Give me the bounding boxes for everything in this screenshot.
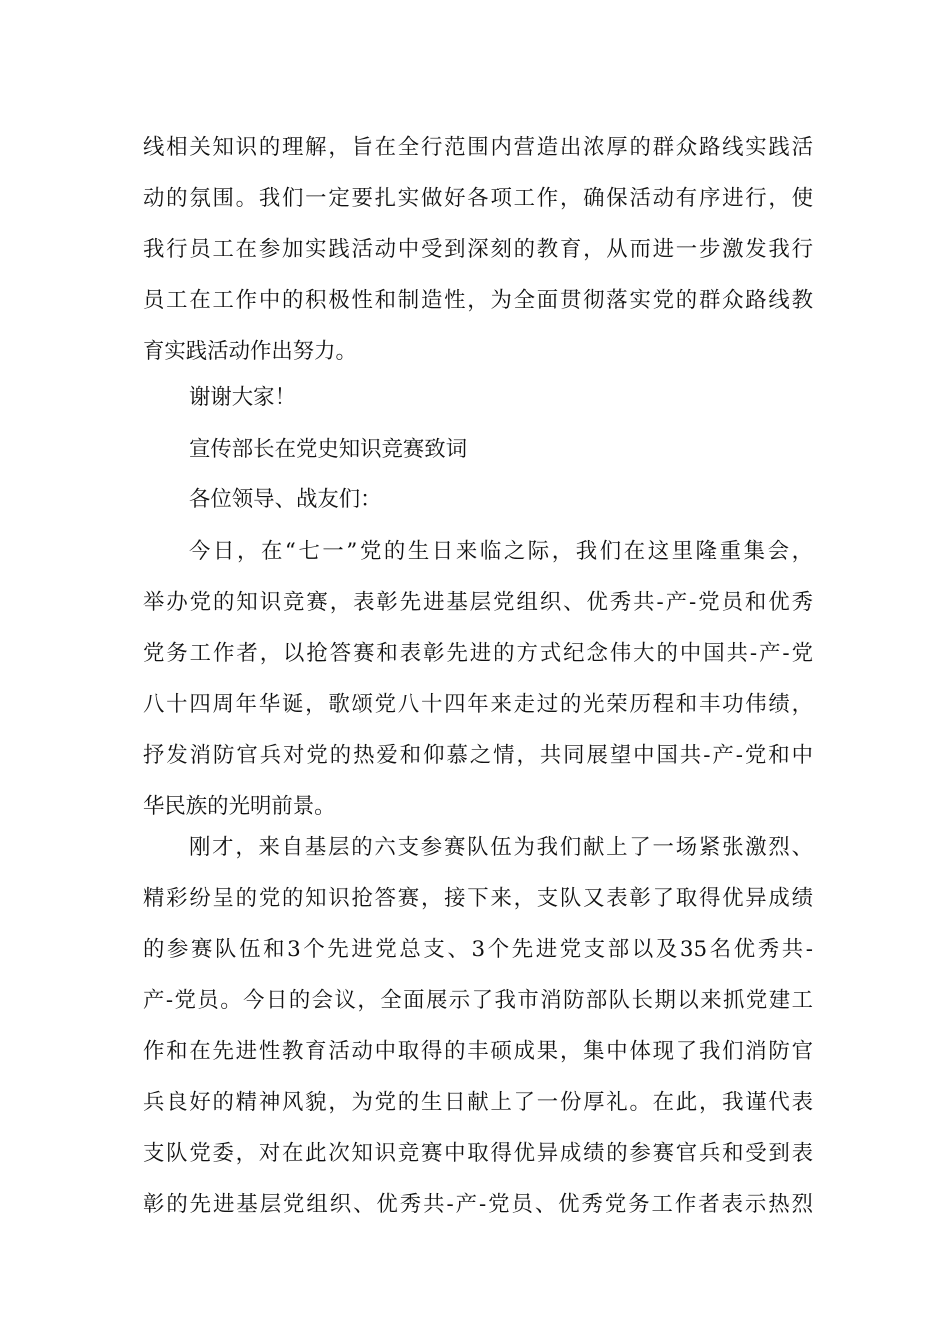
text-line: 的参赛队伍和3个先进党总支、3个先进党支部以及35名优秀共- [143, 937, 813, 962]
text-line: 党务工作者，以抢答赛和表彰先进的方式纪念伟大的中国共-产-党 [143, 641, 813, 666]
title-line: 宣传部长在党史知识竞赛致词 [189, 437, 468, 462]
text-line: 兵良好的精神风貌，为党的生日献上了一份厚礼。在此，我谨代表 [143, 1090, 813, 1115]
paragraph-opening [143, 526, 813, 832]
text-line: 举办党的知识竞赛，表彰先进基层党组织、优秀共-产-党员和优秀 [143, 590, 813, 615]
text-line: 作和在先进性教育活动中取得的丰硕成果，集中体现了我们消防官 [143, 1039, 813, 1064]
text-line: 支队党委，对在此次知识竞赛中取得优异成绩的参赛官兵和受到表 [143, 1141, 813, 1166]
thanks-line: 谢谢大家！ [189, 385, 296, 410]
text-line: 抒发消防官兵对党的热爱和仰慕之情，共同展望中国共-产-党和中 [143, 743, 813, 768]
text-line: 今日，在“七一”党的生日来临之际，我们在这里隆重集会， [189, 539, 813, 564]
text-line: 动的氛围。我们一定要扎实做好各项工作，确保活动有序进行，使 [143, 186, 813, 211]
text-line: 彰的先进基层党组织、优秀共-产-党员、优秀党务工作者表示热烈 [143, 1192, 813, 1217]
speech-title [143, 424, 813, 475]
closing-thanks [143, 372, 813, 423]
text-line: 线相关知识的理解，旨在全行范围内营造出浓厚的群众路线实践活 [143, 135, 813, 160]
text-line: 精彩纷呈的党的知识抢答赛，接下来，支队又表彰了取得优异成绩 [143, 886, 813, 911]
text-line: 产-党员。今日的会议，全面展示了我市消防部队长期以来抓党建工 [143, 988, 813, 1013]
text-line: 员工在工作中的积极性和制造性，为全面贯彻落实党的群众路线教 [143, 288, 813, 313]
text-line: 八十四周年华诞，歌颂党八十四年来走过的光荣历程和丰功伟绩， [143, 692, 813, 717]
salutation-line: 各位领导、战友们： [189, 487, 382, 512]
paragraph-continuation [143, 122, 813, 377]
text-line: 我行员工在参加实践活动中受到深刻的教育，从而进一步激发我行 [143, 237, 813, 262]
salutation [143, 474, 813, 525]
paragraph-competition [143, 822, 813, 1230]
text-line: 育实践活动作出努力。 [143, 339, 357, 364]
text-line: 华民族的光明前景。 [143, 794, 336, 819]
text-line: 刚才，来自基层的六支参赛队伍为我们献上了一场紧张激烈、 [189, 835, 813, 860]
